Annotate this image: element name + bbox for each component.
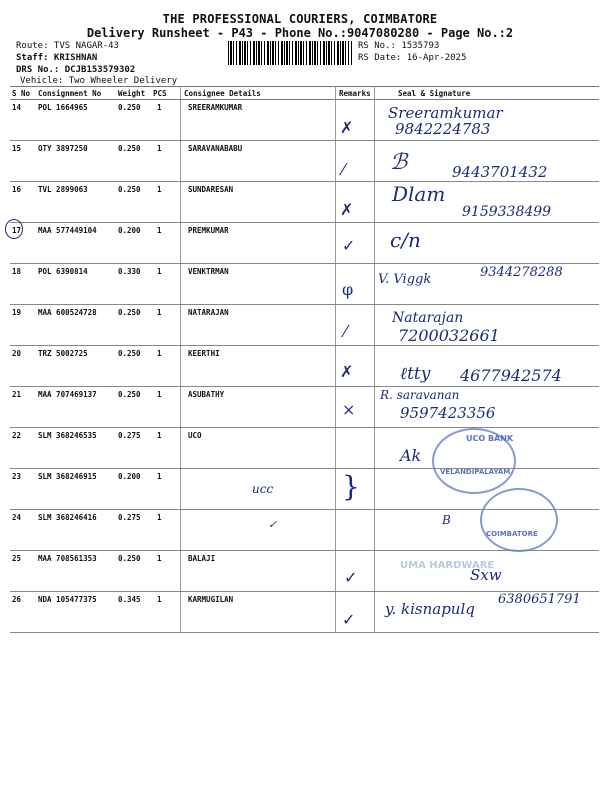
table-row: [10, 305, 599, 346]
cell-consignment: MAA 708561353: [38, 554, 97, 563]
faded-stamp-text: UMA HARDWARE: [400, 560, 495, 571]
cell-consignment: SLM 368246416: [38, 513, 97, 522]
cell-weight: 0.275: [118, 513, 141, 522]
cell-pcs: 1: [157, 431, 162, 440]
cell-sno: 23: [12, 472, 22, 481]
bank-stamp: [480, 488, 558, 552]
cell-consignee: ASUBATHY: [188, 390, 225, 399]
cell-weight: 0.345: [118, 595, 141, 604]
cell-pcs: 1: [157, 513, 162, 522]
cell-sno: 22: [12, 431, 22, 440]
cell-consignee: KEERTHI: [188, 349, 220, 358]
cell-pcs: 1: [157, 595, 162, 604]
col-sno: S No: [12, 89, 31, 98]
remark-tick-icon: ⁄: [344, 322, 347, 341]
cell-pcs: 1: [157, 472, 162, 481]
cell-weight: 0.200: [118, 226, 141, 235]
cell-weight: 0.250: [118, 185, 141, 194]
cell-consignee: SREERAMKUMAR: [188, 103, 243, 112]
handwritten-signature: c/n: [390, 228, 421, 252]
handwritten-name: R. saravanan: [380, 388, 460, 402]
cell-sno: 21: [12, 390, 22, 399]
cell-weight: 0.330: [118, 267, 141, 276]
cell-sno: 20: [12, 349, 22, 358]
remark-tick-icon: ✗: [340, 362, 354, 381]
cell-consignee: NATARAJAN: [188, 308, 229, 317]
cell-consignee: BALAJI: [188, 554, 216, 563]
table-row: [10, 387, 599, 428]
table-row: [10, 551, 599, 592]
cell-sno: 25: [12, 554, 22, 563]
cell-consignment: POL 1664965: [38, 103, 88, 112]
remark-tick-icon: ✓: [344, 568, 358, 587]
cell-consignee: UCO: [188, 431, 202, 440]
col-remarks: Remarks: [339, 89, 371, 98]
cell-sno: 14: [12, 103, 22, 112]
cell-pcs: 1: [157, 267, 162, 276]
handwritten-mark: ✓: [268, 518, 278, 531]
handwritten-phone: 9842224783: [395, 120, 491, 138]
cell-pcs: 1: [157, 144, 162, 153]
cell-weight: 0.250: [118, 308, 141, 317]
handwritten-signature: V. Viggk: [378, 272, 432, 287]
col-pcs: PCS: [153, 89, 167, 98]
remark-tick-icon: ✗: [340, 200, 354, 219]
cell-weight: 0.250: [118, 554, 141, 563]
margin-circle-mark: [5, 219, 23, 239]
cell-consignee: SUNDARESAN: [188, 185, 234, 194]
stamp-text: UCO BANK: [466, 434, 514, 443]
cell-sno: 24: [12, 513, 22, 522]
cell-consignment: TVL 2899063: [38, 185, 88, 194]
handwritten-name: Sreeramkumar: [388, 104, 503, 122]
staff-label: Staff: KRISHNAN: [16, 53, 98, 63]
col-consignee: Consignee Details: [184, 89, 261, 98]
cell-pcs: 1: [157, 390, 162, 399]
cell-weight: 0.275: [118, 431, 141, 440]
stamp-text: COIMBATORE: [486, 530, 538, 538]
cell-consignment: TRZ 5002725: [38, 349, 88, 358]
remark-tick-icon: φ: [342, 280, 354, 299]
vehicle-label: Vehicle: Two Wheeler Delivery: [20, 76, 178, 86]
cell-consignee: VENKTRMAN: [188, 267, 229, 276]
cell-consignee: PREMKUMAR: [188, 226, 229, 235]
cell-sno: 15: [12, 144, 22, 153]
cell-consignment: NDA 105477375: [38, 595, 97, 604]
cell-consignee: SARAVANABABU: [188, 144, 243, 153]
cell-pcs: 1: [157, 103, 162, 112]
col-weight: Weight: [118, 89, 146, 98]
cell-consignment: POL 6390814: [38, 267, 88, 276]
cell-sno: 17: [12, 226, 22, 235]
stamp-text: VELANDIPALAYAM: [440, 468, 511, 476]
table-top-line: [10, 86, 599, 87]
row-divider: [10, 632, 599, 633]
handwritten-signature: y. kisnapulq: [385, 600, 475, 618]
cell-pcs: 1: [157, 554, 162, 563]
handwritten-signature: ℓtty: [400, 364, 431, 384]
cell-pcs: 1: [157, 308, 162, 317]
handwritten-signature: Dlam: [392, 182, 446, 206]
remark-tick-icon: ✓: [342, 236, 356, 255]
company-title: THE PROFESSIONAL COURIERS, COIMBATORE: [162, 12, 438, 26]
handwritten-phone: 4677942574: [460, 366, 562, 385]
cell-sno: 16: [12, 185, 22, 194]
cell-weight: 0.250: [118, 144, 141, 153]
handwritten-name: Natarajan: [392, 310, 464, 326]
cell-consignment: SLM 368246915: [38, 472, 97, 481]
handwritten-phone: 9344278288: [480, 265, 563, 280]
cell-weight: 0.250: [118, 103, 141, 112]
handwritten-phone: 9159338499: [462, 204, 552, 220]
remark-tick-icon: ✗: [340, 118, 354, 137]
cell-pcs: 1: [157, 185, 162, 194]
remark-bracket-mark: }: [342, 470, 360, 503]
rs-date: RS Date: 16-Apr-2025: [358, 53, 467, 63]
cell-pcs: 1: [157, 226, 162, 235]
cell-consignee: KARMUGILAN: [188, 595, 234, 604]
cell-consignment: MAA 577449104: [38, 226, 97, 235]
remark-tick-icon: ⨯: [342, 400, 356, 419]
handwritten-phone: 7200032661: [398, 326, 500, 345]
drs-label: DRS No.: DCJB153579302: [16, 65, 136, 75]
col-seal: Seal & Signature: [398, 89, 471, 98]
handwritten-signature: Sxw: [470, 566, 502, 584]
rs-number: RS No.: 1535793: [358, 41, 440, 51]
cell-consignment: MAA 600524728: [38, 308, 97, 317]
handwritten-signature: ℬ: [390, 150, 408, 175]
cell-weight: 0.200: [118, 472, 141, 481]
cell-consignment: MAA 707469137: [38, 390, 97, 399]
handwritten-signature: Ak: [400, 446, 422, 465]
col-consignment: Consignment No: [38, 89, 102, 98]
route-label: Route: TVS NAGAR-43: [16, 41, 119, 51]
cell-consignment: SLM 368246535: [38, 431, 97, 440]
cell-sno: 19: [12, 308, 22, 317]
cell-sno: 26: [12, 595, 22, 604]
handwritten-note: B: [442, 513, 451, 527]
cell-weight: 0.250: [118, 349, 141, 358]
cell-pcs: 1: [157, 349, 162, 358]
handwritten-phone: 9597423356: [400, 404, 496, 422]
cell-consignment: OTY 3897250: [38, 144, 88, 153]
handwritten-phone: 6380651791: [498, 592, 581, 607]
handwritten-note: ucc: [252, 482, 274, 496]
remark-tick-icon: ⁄: [342, 160, 345, 179]
barcode-image: [228, 41, 352, 65]
cell-sno: 18: [12, 267, 22, 276]
handwritten-phone: 9443701432: [452, 163, 548, 181]
table-row: [10, 223, 599, 264]
cell-weight: 0.250: [118, 390, 141, 399]
runsheet-subtitle: Delivery Runsheet - P43 - Phone No.:9047080280 - Page No.:2: [86, 26, 514, 40]
table-row: [10, 100, 599, 141]
remark-tick-icon: ✓: [342, 610, 356, 629]
